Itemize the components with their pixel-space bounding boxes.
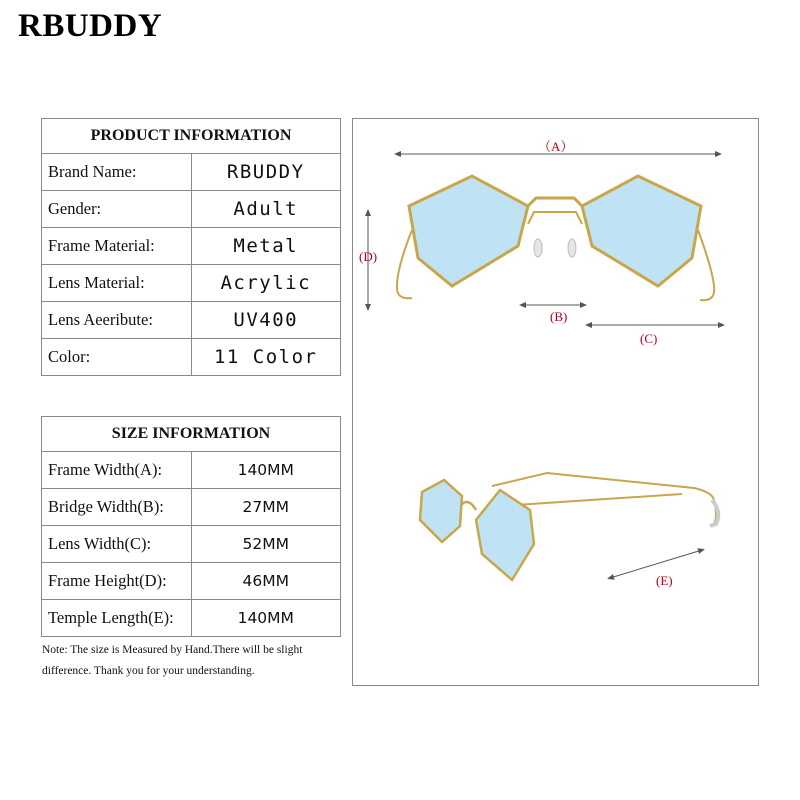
temple-arm-lower-icon xyxy=(500,494,682,506)
product-information-table xyxy=(41,118,341,376)
row-value: 140MM xyxy=(191,452,341,489)
table-row xyxy=(42,563,341,600)
row-value: 52MM xyxy=(191,526,341,563)
row-key: Lens Material: xyxy=(42,265,192,302)
size-information-title: SIZE INFORMATION xyxy=(42,417,341,452)
table-row xyxy=(42,302,341,339)
bridge-icon xyxy=(528,198,582,206)
row-key: Frame Material: xyxy=(42,228,192,265)
nose-pad-icon xyxy=(534,239,542,257)
left-lens-icon xyxy=(409,176,528,286)
dimension-label-b: (B) xyxy=(550,309,568,324)
row-key: Color: xyxy=(42,339,192,376)
row-value: RBUDDY xyxy=(191,154,341,191)
row-value: 11 Color xyxy=(191,339,341,376)
row-value: 27MM xyxy=(191,489,341,526)
table-row xyxy=(42,489,341,526)
table-row xyxy=(42,265,341,302)
dimension-label-c: (C) xyxy=(640,331,658,346)
row-key: Frame Width(A): xyxy=(42,452,192,489)
table-row xyxy=(42,191,341,228)
row-value: UV400 xyxy=(191,302,341,339)
row-key: Temple Length(E): xyxy=(42,600,192,637)
row-key: Brand Name: xyxy=(42,154,192,191)
row-key: Gender: xyxy=(42,191,192,228)
row-value: Adult xyxy=(191,191,341,228)
row-key: Lens Aeeribute: xyxy=(42,302,192,339)
dimension-label-a: （A） xyxy=(538,139,574,154)
dimension-label-e: (E) xyxy=(656,573,673,588)
right-temple-icon xyxy=(698,230,714,300)
row-value: 140MM xyxy=(191,600,341,637)
dimension-label-d: (D) xyxy=(359,249,378,264)
row-key: Bridge Width(B): xyxy=(42,489,192,526)
row-value: 46MM xyxy=(191,563,341,600)
table-row xyxy=(42,228,341,265)
left-lens-icon xyxy=(420,480,462,542)
table-row xyxy=(42,526,341,563)
row-value: Metal xyxy=(191,228,341,265)
note-line: difference. Thank you for your understanding. xyxy=(42,665,255,677)
product-information-title: PRODUCT INFORMATION xyxy=(42,119,341,154)
right-lens-icon xyxy=(582,176,701,286)
left-temple-icon xyxy=(397,230,412,298)
nose-pad-icon xyxy=(568,239,576,257)
measurement-note xyxy=(42,640,362,682)
table-row xyxy=(42,600,341,637)
table-row xyxy=(42,452,341,489)
note-line: Note: The size is Measured by Hand.There will be slight xyxy=(42,644,303,656)
table-row xyxy=(42,154,341,191)
bridge-lower-icon xyxy=(528,212,582,224)
glasses-front-view xyxy=(352,118,759,368)
table-row xyxy=(42,339,341,376)
brand-title: RBUDDY xyxy=(18,8,163,44)
glasses-side-view xyxy=(352,440,759,600)
row-key: Frame Height(D): xyxy=(42,563,192,600)
row-value: Acrylic xyxy=(191,265,341,302)
bridge-icon xyxy=(462,502,476,510)
size-information-table xyxy=(41,416,341,637)
row-key: Lens Width(C): xyxy=(42,526,192,563)
